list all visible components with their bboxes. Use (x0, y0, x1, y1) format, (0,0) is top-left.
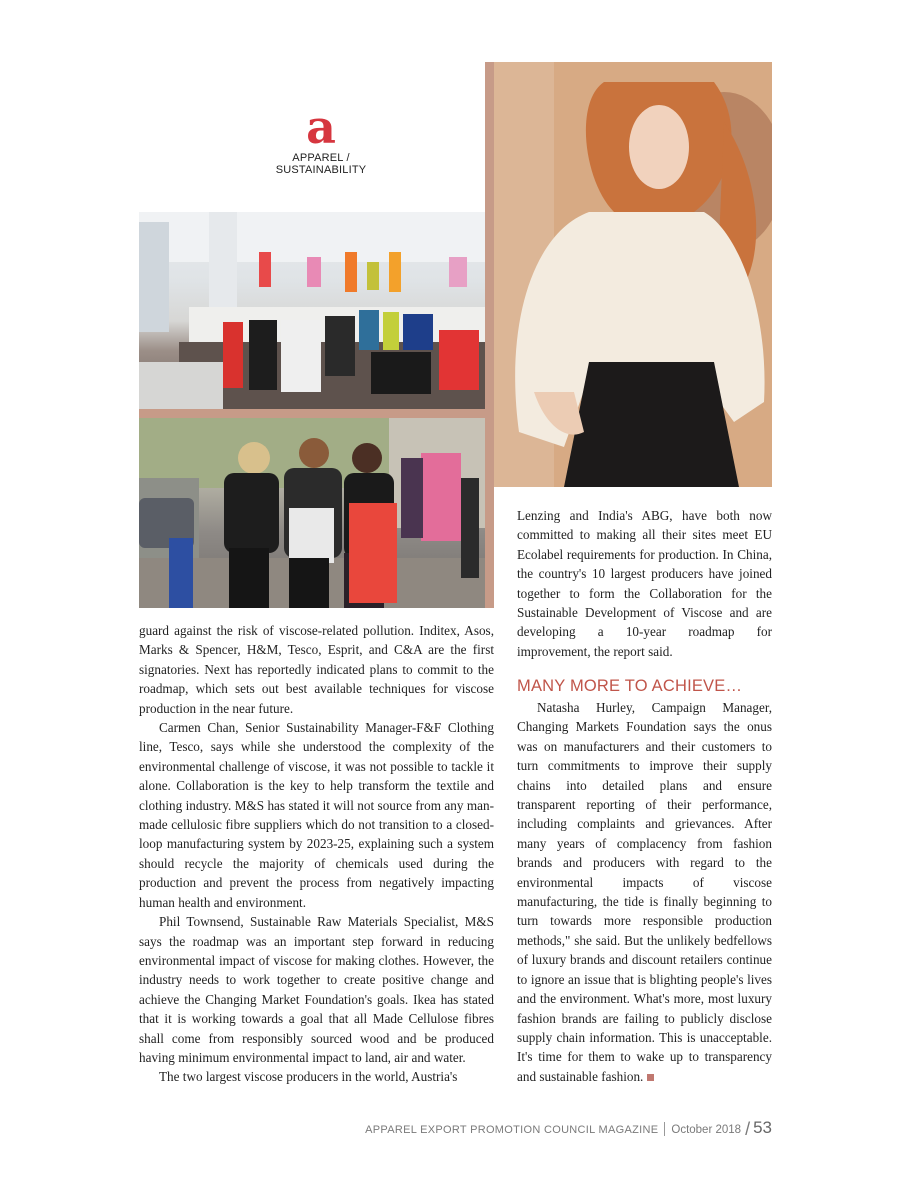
paragraph: guard against the risk of viscose-related pollution. Inditex, Asos, Marks & Spencer, H&M, Tesco, Esprit, and C&A are the first signatories. Next has reportedly indicated plans to commit to the roadmap, which sets out best available techniques for viscose production in the near future. (139, 623, 494, 716)
accent-bar-horizontal (139, 409, 485, 418)
model-photo-illustration (494, 62, 772, 487)
paragraph: Lenzing and India's ABG, have both now committed to making all their sites meet EU Ecolabel requirements for production. In China, the country's 10 largest producers have joined together to form the Collaboration for the Sustainable Development of Viscose and are developing a 10-year roadmap for improvement, the report said. (517, 508, 772, 659)
magazine-logo (246, 100, 396, 176)
paragraph: Carmen Chan, Senior Sustainability Manager-F&F Clothing line, Tesco, says while she understood the complexity of the environmental challenge of viscose, it was not possible to tackle it alone. Collaboration is the key to help transform the textile and clothing industry. M&S has stated it will not source from any man-made cellulosic fibre suppliers which do not transition to a closed-loop manufacturing system by 2023-25, explaining such a system should recycle the majority of chemicals used during the production and prevent the process from negatively impacting human health and environment. (139, 720, 494, 910)
paragraph: Phil Townsend, Sustainable Raw Materials Specialist, M&S says the roadmap was an important step forward in reducing environmental impact of viscose for making clothes. However, the industry needs to work together to create positive change and achieve the Changing Market Foundation's goals. Ikea has stated that it is working towards a goal that all Made Cellulose fibres shall come from responsibly sourced wood and be produced having minimum environmental impact to land, air and water. (139, 914, 494, 1065)
section-label: APPAREL / SUSTAINABILITY (275, 152, 367, 176)
footer-slash: / (745, 1119, 751, 1139)
store-photo (139, 212, 485, 410)
store-photo-illustration (139, 212, 485, 410)
page-footer (365, 1118, 772, 1140)
footer-date: October 2018 (671, 1124, 742, 1136)
end-of-article-icon (647, 1074, 654, 1081)
article-column-right-top (517, 506, 772, 661)
page-number: 53 (753, 1118, 772, 1137)
footer-magazine-name: APPAREL EXPORT PROMOTION COUNCIL MAGAZINE (365, 1124, 659, 1136)
model-photo (494, 62, 772, 487)
footer-divider (664, 1122, 665, 1136)
paragraph-text: Natasha Hurley, Campaign Manager, Changing Markets Foundation says the onus was on manufacturers and their customers to turn commitments to improve their supply chains into detailed plans and ensure transparent reporting of their performance, including complaints and grievances. After many years of complacency from fashion brands and producers with regard to the environmental impacts of viscose manufacturing, the tide is finally beginning to turn towards more responsible production methods," she said. But the unlikely bedfellows of luxury brands and discount retailers continue to ignore an issue that is blighting people's lives and the environment. What's more, most luxury fashion brands are failing to publicly disclose supply chain information. This is unacceptable. It's time for them to wake up to transparency and sustainable fashion. (517, 700, 772, 1084)
logo-glyph: a (306, 100, 336, 154)
shopping-friends-photo (139, 418, 485, 608)
paragraph: The two largest viscose producers in the world, Austria's (159, 1069, 458, 1085)
article-column-left (139, 621, 494, 1087)
section-subhead: MANY MORE TO ACHIEVE… (517, 677, 743, 695)
paragraph (517, 698, 772, 1086)
accent-bar-vertical (485, 62, 494, 608)
article-column-right-bottom (517, 698, 772, 1086)
shopping-friends-illustration (139, 418, 485, 608)
